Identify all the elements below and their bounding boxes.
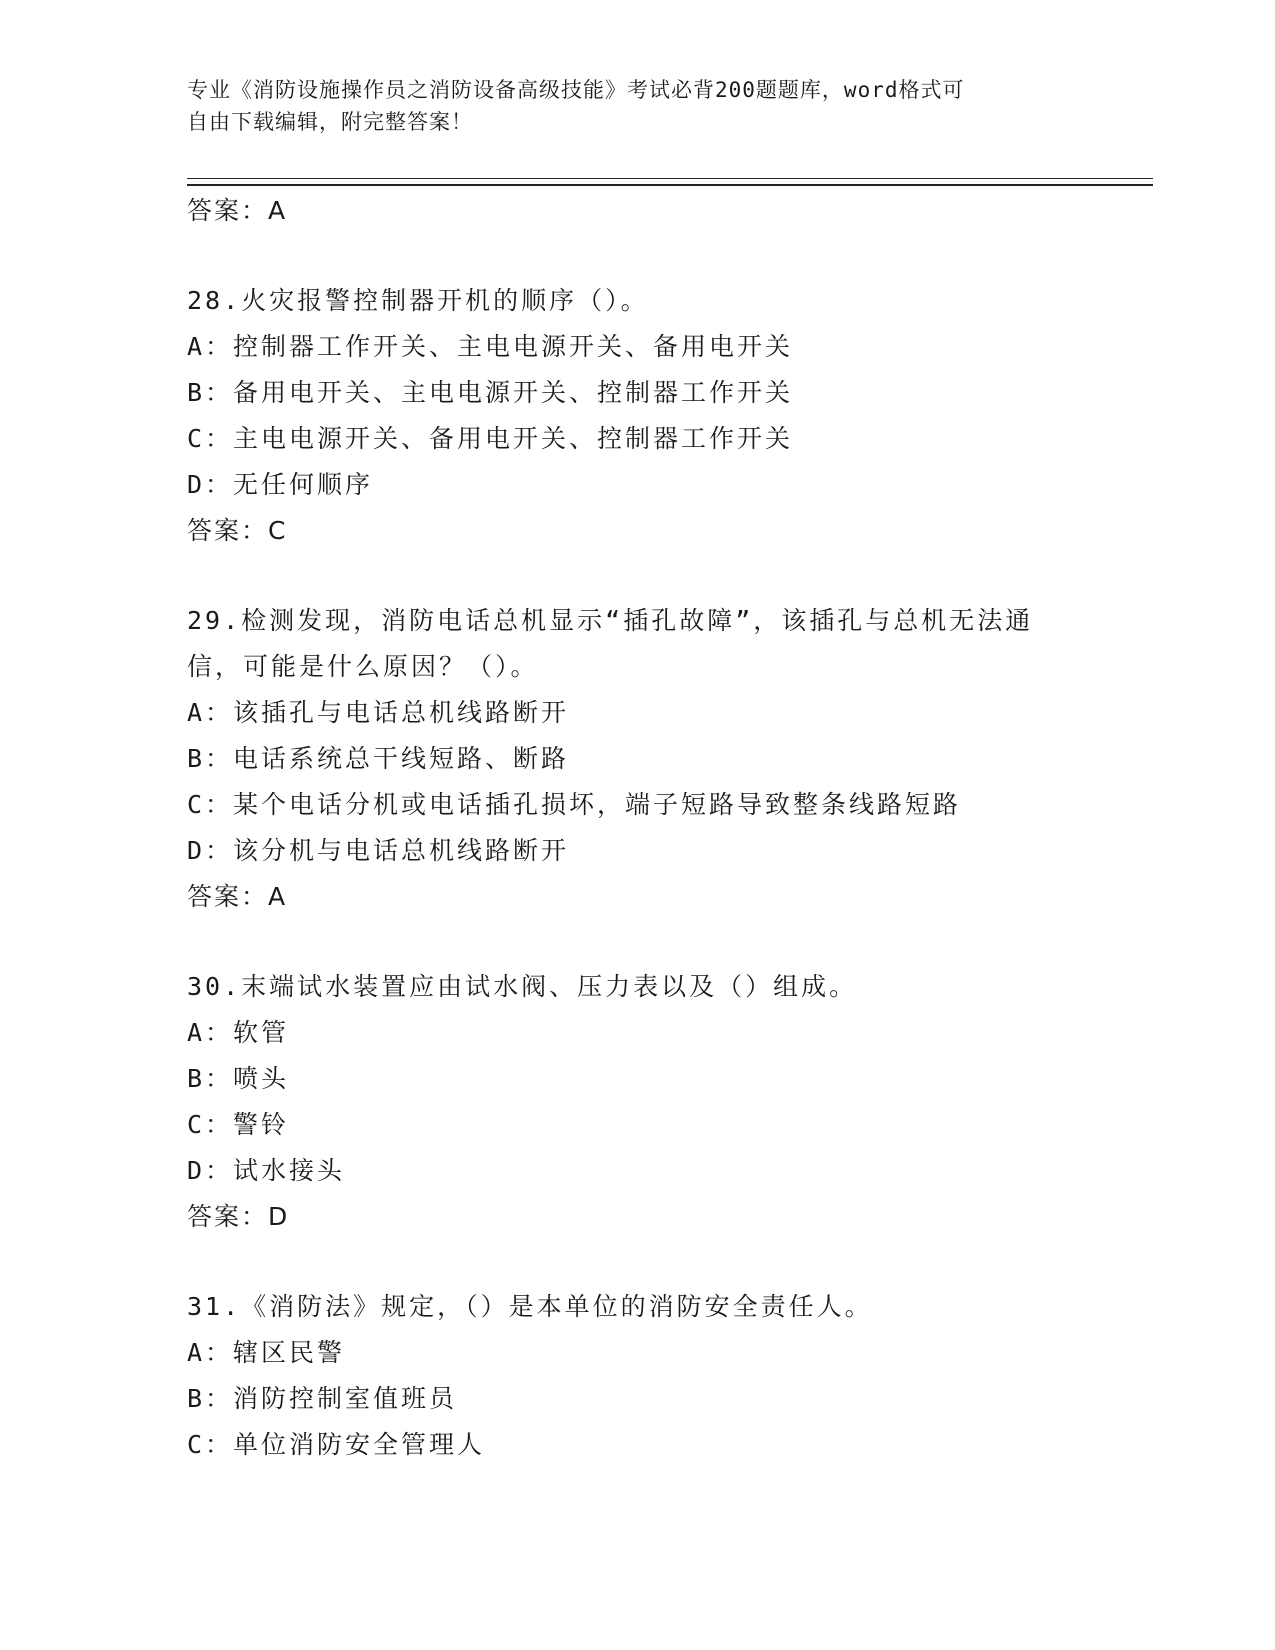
- option-d: D：该分机与电话总机线路断开: [187, 836, 570, 865]
- question-list: [187, 188, 1147, 1468]
- document-header: [187, 74, 1067, 138]
- option-b: B：消防控制室值班员: [187, 1384, 458, 1413]
- option-a: A：软管: [187, 1018, 290, 1047]
- answer: 答案：C: [187, 516, 288, 545]
- question-29: [187, 598, 1147, 920]
- question-stem-line-2: 信，可能是什么原因？（）。: [187, 652, 539, 681]
- option-c: C：某个电话分机或电话插孔损坏，端子短路导致整条线路短路: [187, 790, 962, 819]
- question-stem-line-1: 29.检测发现，消防电话总机显示“插孔故障”，该插孔与总机无法通: [187, 606, 1034, 635]
- option-c: C：警铃: [187, 1110, 290, 1139]
- answer: 答案：D: [187, 1202, 290, 1231]
- option-a: A：辖区民警: [187, 1338, 346, 1367]
- question-28: [187, 278, 1147, 554]
- question-30: [187, 964, 1147, 1240]
- option-d: D：试水接头: [187, 1156, 346, 1185]
- question-stem: 28.火灾报警控制器开机的顺序（）。: [187, 286, 649, 315]
- question-stem: 31.《消防法》规定，（）是本单位的消防安全责任人。: [187, 1292, 873, 1321]
- option-c: C：单位消防安全管理人: [187, 1430, 486, 1459]
- option-a: A：控制器工作开关、主电电源开关、备用电开关: [187, 332, 794, 361]
- option-c: C：主电电源开关、备用电开关、控制器工作开关: [187, 424, 794, 453]
- answer: 答案：A: [187, 882, 288, 911]
- previous-answer: 答案：A: [187, 196, 288, 225]
- header-divider: [187, 178, 1153, 186]
- question-stem: 30.末端试水装置应由试水阀、压力表以及（）组成。: [187, 972, 858, 1001]
- option-b: B：电话系统总干线短路、断路: [187, 744, 570, 773]
- header-line-2: 自由下载编辑，附完整答案！: [187, 110, 473, 134]
- question-31: [187, 1284, 1147, 1468]
- option-b: B：喷头: [187, 1064, 290, 1093]
- option-b: B：备用电开关、主电电源开关、控制器工作开关: [187, 378, 794, 407]
- option-a: A：该插孔与电话总机线路断开: [187, 698, 570, 727]
- option-d: D：无任何顺序: [187, 470, 374, 499]
- header-line-1: 专业《消防设施操作员之消防设备高级技能》考试必背200题题库，word格式可: [187, 78, 965, 102]
